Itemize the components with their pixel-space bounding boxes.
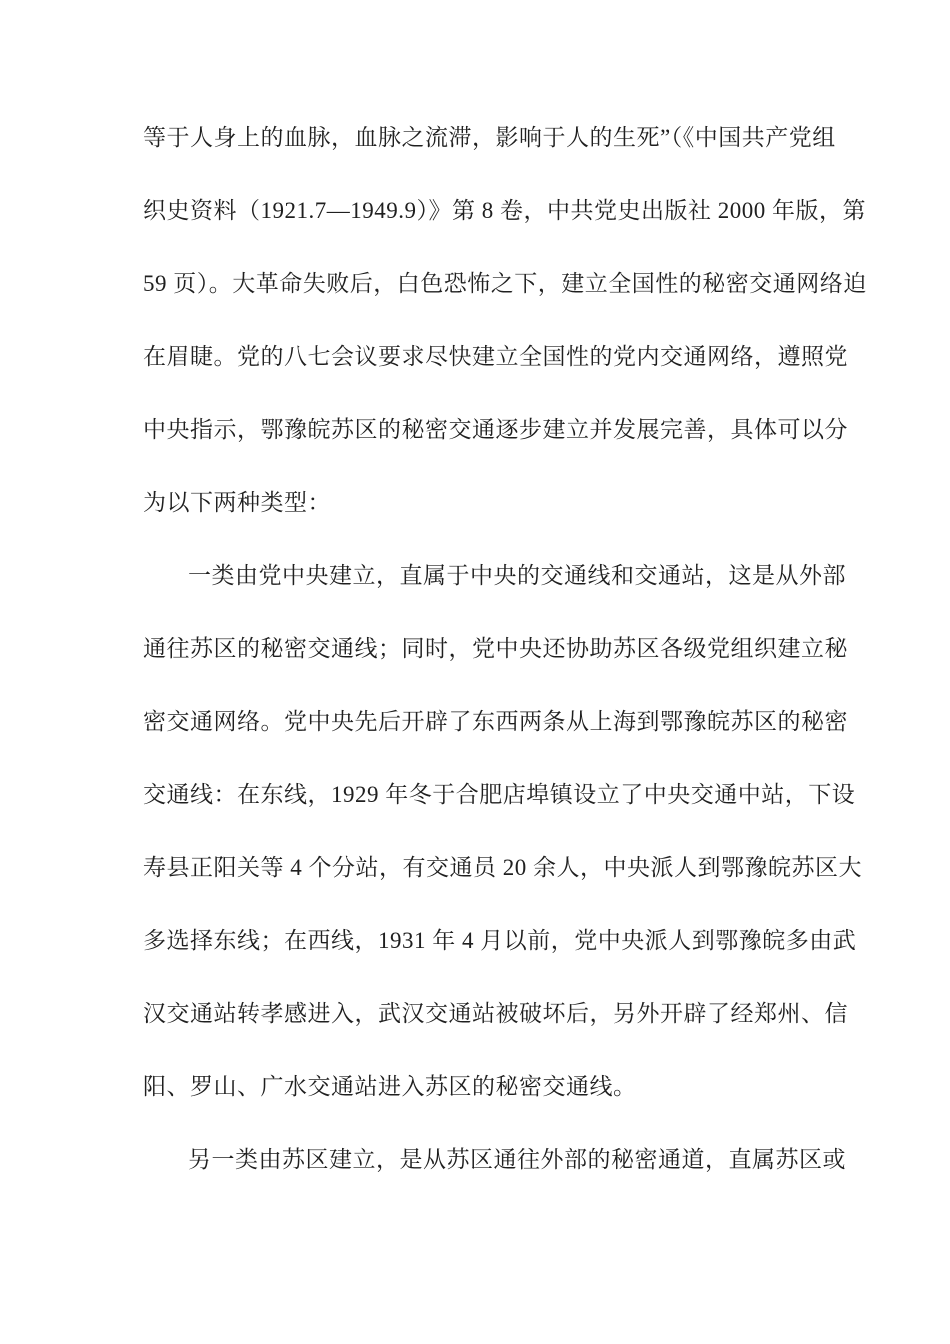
paragraph-central-committee-lines [143,539,862,1123]
text-line: 寿县正阳关等 4 个分站，有交通员 20 余人，中央派人到鄂豫皖苏区大 [143,855,862,880]
text-line: 汉交通站转孝感进入，武汉交通站被破坏后，另外开辟了经郑州、信 [143,1001,848,1026]
text-line: 交通线：在东线，1929 年冬于合肥店埠镇设立了中央交通中站，下设 [143,782,856,807]
document-text-block [143,101,867,1196]
text-line: 59 页）。大革命失败后，白色恐怖之下，建立全国性的秘密交通网络迫 [143,271,867,296]
paragraph-citation-and-background [143,101,867,539]
text-line: 多选择东线；在西线，1931 年 4 月以前，党中央派人到鄂豫皖多由武 [143,928,857,953]
text-line: 通往苏区的秘密交通线；同时，党中央还协助苏区各级党组织建立秘 [143,636,848,661]
text-line: 阳、罗山、广水交通站进入苏区的秘密交通线。 [143,1074,637,1099]
text-line: 一类由党中央建立，直属于中央的交通线和交通站，这是从外部 [188,563,846,588]
paragraph-soviet-area-lines [143,1123,846,1196]
text-line: 织史资料（1921.7—1949.9）》第 8 卷，中共党史出版社 2000 年版，第 [143,198,866,223]
text-line: 等于人身上的血脉，血脉之流滞，影响于人的生死”（《中国共产党组 [143,125,836,150]
text-line: 为以下两种类型： [143,490,331,515]
text-line: 在眉睫。党的八七会议要求尽快建立全国性的党内交通网络，遵照党 [143,344,848,369]
text-line: 另一类由苏区建立，是从苏区通往外部的秘密通道，直属苏区或 [188,1147,846,1172]
text-line: 密交通网络。党中央先后开辟了东西两条从上海到鄂豫皖苏区的秘密 [143,709,848,734]
text-line: 中央指示，鄂豫皖苏区的秘密交通逐步建立并发展完善，具体可以分 [143,417,848,442]
